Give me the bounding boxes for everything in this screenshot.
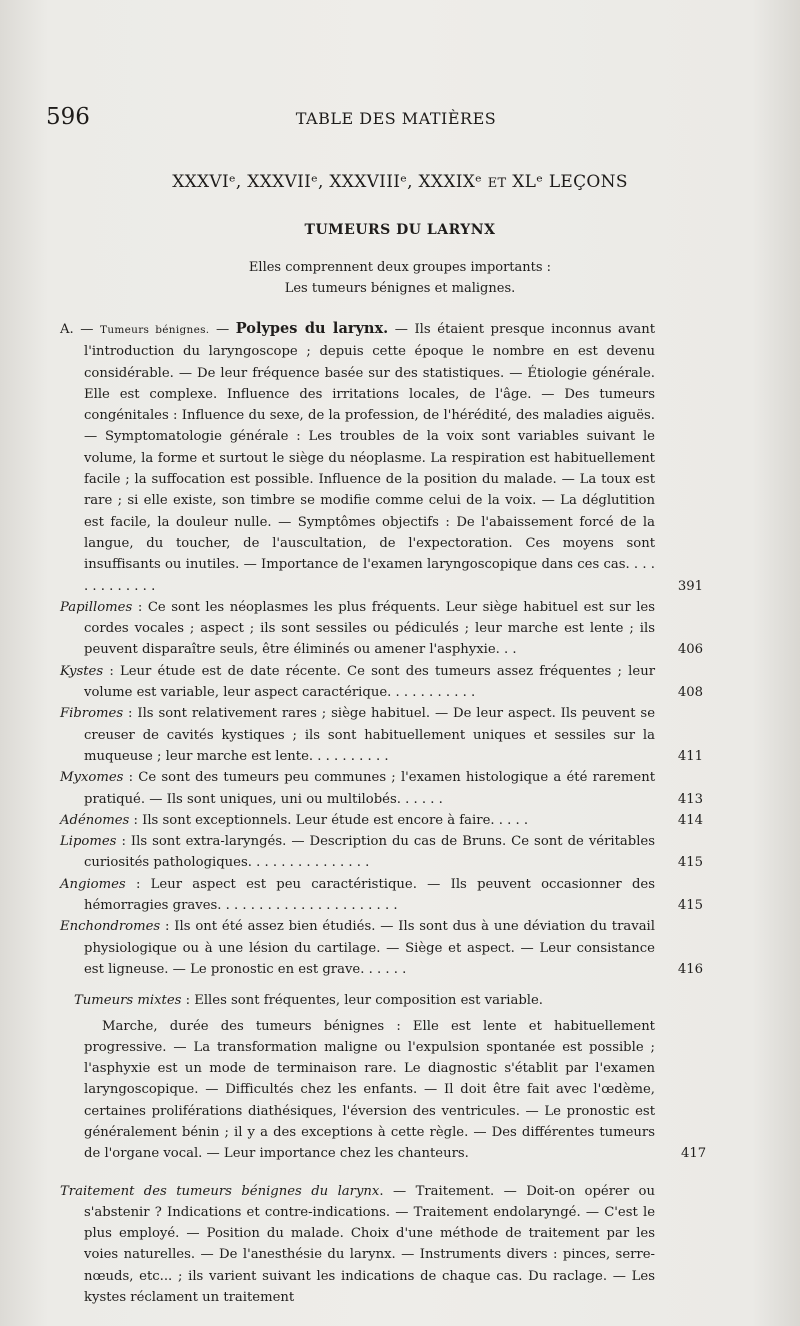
entry-bold-heading: Polypes du larynx. <box>235 320 389 337</box>
entry-text: : Ils sont relativement rares ; siège habituel. — De leur aspect. Ils peuvent se creuser de cavités kystiques ; ils sont habituellement uniques et sessiles sur la muqueuse ; leur marche est lente. . . . . . . . . . <box>84 706 655 764</box>
entry-lead: Myxomes <box>60 770 124 786</box>
entry-lead: Papillomes <box>60 599 133 615</box>
paragraph-page-number: 417 <box>681 1146 707 1162</box>
entry-lead: Traitement des tumeurs bénignes du larynx <box>60 1183 380 1199</box>
entry-traitement <box>60 1181 655 1309</box>
paragraph-marche-duree <box>60 1016 707 1165</box>
entry-page-number: 391 <box>677 578 703 594</box>
lecons-heading <box>40 172 760 192</box>
paragraph-text: Marche, durée des tumeurs bénignes : Elle est lente et habituellement progressive. — La transformation maligne ou l'expulsion spontanée est possible ; l'asphyxie est un mode de terminaison rare. Le diagnostic s'établit par l'examen laryngoscopique. — Difficultés chez les enfants. — Il doit être fait avec l'œdème, certaines proliférations diathésiques, l'éversion des ventricules. — Le pronostic est généralement bénin ; il y a des exceptions à cette règle. — Des différentes tumeurs de l'organe vocal. — Leur importance chez les chanteurs. <box>84 1018 655 1162</box>
entry-smallcaps-heading: Tumeurs bénignes. <box>100 324 210 336</box>
lecons-last: XLᵉ <box>512 172 544 192</box>
entry-enchondromes <box>60 916 703 980</box>
lecons-word: LEÇONS <box>548 172 628 192</box>
entry-lead: Kystes <box>60 663 104 679</box>
entry-page-number: 415 <box>677 898 703 914</box>
entry-text: : Ils sont extra-laryngés. — Description du cas de Bruns. Ce sont de véritables curiosités pathologiques. . . . . . . . . . . . . . . <box>84 834 655 871</box>
entry-myxomes <box>60 767 703 810</box>
page-number: 596 <box>46 104 90 130</box>
entry-text: : Elles sont fréquentes, leur composition est variable. <box>181 993 543 1009</box>
running-title: TABLE DES MATIÈRES <box>295 109 497 128</box>
lecons-numerals: XXXVIᵉ, XXXVIIᵉ, XXXVIIIᵉ, XXXIXᵉ <box>172 172 483 192</box>
entry-papillomes <box>60 597 703 661</box>
entry-page-number: 415 <box>677 855 703 871</box>
entry-lead: Enchondromes <box>60 919 161 935</box>
entry-lead: Fibromes <box>60 706 124 722</box>
entry-text: : Ils sont exceptionnels. Leur étude est encore à faire. . . . . <box>129 812 529 828</box>
entry-text: — Ils étaient presque inconnus avant l'introduction du laryngoscope ; depuis cette époque le nombre en est devenu considérable. — De leur fréquence basée sur des statistiques. — Étiologie générale. Elle est complexe. Influence des irritations locales, de l'âge. — Des tumeurs congénitales : Influence du sexe, de la profession, de l'hérédité, des maladies aiguës. — Symptomatologie générale : Les troubles de la voix sont variables suivant le volume, la forme et surtout le siège du néoplasme. La respiration est habituellement facile ; la suffocation est possible. Influence de la position du malade. — La toux est rare ; si elle existe, son timbre se modifie comme celui de la voix. — La déglutition est facile, la douleur nulle. — Symptômes objectifs : De l'abaissement forcé de la langue, du toucher, de l'auscultation, de l'expectoration. Ces moyens sont insuffisants ou inutiles. — Importance de l'examen laryngoscopique dans ces cas. . . . . . . . . . . . . <box>84 322 655 594</box>
lecons-et: ET <box>487 176 507 191</box>
entry-fibromes <box>60 703 703 767</box>
entry-text: : Ils ont été assez bien étudiés. — Ils sont dus à une déviation du travail physiologique ou à une lésion du cartilage. — Siège et aspect. — Leur consistance est ligneuse. — Le pronostic en est grave. . . . . . <box>84 919 655 977</box>
entry-prefix: A. — <box>60 322 101 337</box>
entry-tumeurs-benignes <box>60 318 703 597</box>
section-title: TUMEURS DU LARYNX <box>304 222 496 238</box>
entry-kystes <box>60 661 703 704</box>
entry-page-number: 413 <box>677 791 703 807</box>
entry-page-number: 411 <box>677 748 703 764</box>
entry-lead: Tumeurs mixtes <box>74 993 182 1009</box>
entry-text: : Leur étude est de date récente. Ce sont des tumeurs assez fréquentes ; leur volume est variable, leur aspect caractérique. . . . . . . . . . . <box>84 663 655 701</box>
table-of-contents-body <box>60 318 707 1308</box>
entry-text: : Ce sont les néoplasmes les plus fréquents. Leur siège habituel est sur les cordes vocales ; aspect ; ils sont sessiles ou pédiculés ; leur marche est lente ; ils peuvent disparaître seuls, être éliminés ou amener l'asphyxie. . . <box>84 599 655 658</box>
entry-angiomes <box>60 874 703 917</box>
entry-text: : Leur aspect est peu caractéristique. — Ils peuvent occasionner des hémorragies graves. . . . . . . . . . . . . . . . . . . . . . <box>84 876 655 914</box>
entry-page-number: 416 <box>677 961 703 977</box>
entry-dash: — <box>209 322 236 337</box>
entry-lead: Angiomes <box>60 876 126 892</box>
entry-text: : Ce sont des tumeurs peu communes ; l'examen histologique a été rarement pratiqué. — Ils sont uniques, uni ou multilobés. . . . . . <box>84 770 655 807</box>
entry-page-number: 414 <box>677 812 703 828</box>
entry-tumeurs-mixtes <box>60 990 655 1011</box>
entry-page-number: 406 <box>677 642 703 658</box>
intro-line-1: Elles comprennent deux groupes importants : <box>248 260 552 275</box>
entry-text: . — Traitement. — Doit-on opérer ou s'abstenir ? Indications et contre-indications. — Traitement endolaryngé. — C'est le plus employé. — Position du malade. Choix d'une méthode de traitement par les voies naturelles. — De l'anesthésie du larynx. — Instruments divers : pinces, serre-nœuds, etc... ; ils varient suivant les indications de chaque cas. Du raclage. — Les kystes réclament un traitement <box>84 1183 655 1306</box>
entry-lipomes <box>60 831 703 874</box>
entry-adenomes <box>60 810 703 831</box>
page-header <box>46 104 746 134</box>
intro-line-2: Les tumeurs bénignes et malignes. <box>284 281 516 296</box>
entry-page-number: 408 <box>677 685 703 701</box>
entry-lead: Lipomes <box>60 834 117 850</box>
entry-lead: Adénomes <box>60 812 130 828</box>
